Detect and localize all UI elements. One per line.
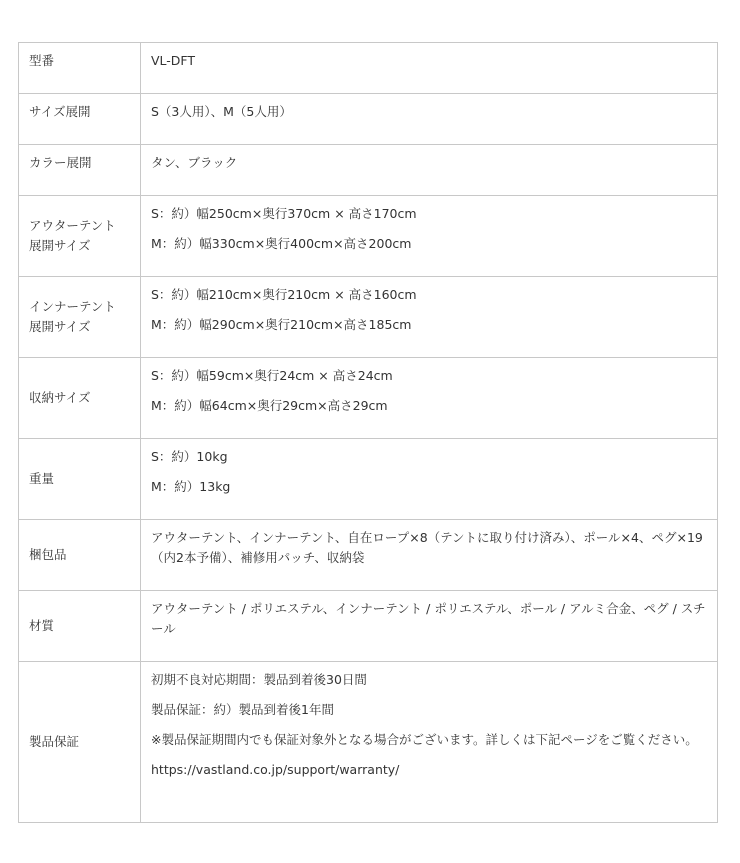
spec-value-text: S：約）10kg [151,449,228,464]
spec-value-text: 製品保証：約）製品到着後1年間 [151,702,334,717]
spec-label-text: サイズ展開 [29,104,91,119]
spec-row-model [19,43,718,94]
spec-label-text: 重量 [29,471,55,486]
spec-value-text: アウターテント、インナーテント、自在ロープ×8（テントに取り付け済み）、ポール×4、ペグ×19（内2本予備）、補修用パッチ、収納袋 [151,530,703,565]
spec-label [19,277,141,358]
spec-value [141,520,718,591]
spec-value-text: M：約）幅330cm×奥行400cm×高さ200cm [151,236,412,251]
spec-value-text: M：約）13kg [151,479,231,494]
spec-label-text: 型番 [29,53,55,68]
spec-label [19,358,141,439]
spec-label-text: インナーテント [29,299,116,314]
spec-value [141,43,718,94]
spec-value [141,591,718,662]
spec-value-text: S：約）幅250cm×奥行370cm × 高さ170cm [151,206,417,221]
spec-row-weight [19,439,718,520]
spec-row-inner-tent-size [19,277,718,358]
spec-label-text: カラー展開 [29,155,92,170]
spec-label-text: 梱包品 [29,547,67,562]
spec-label-text: アウターテント [29,218,116,233]
spec-row-outer-tent-size [19,196,718,277]
spec-label [19,439,141,520]
spec-value-text: VL-DFT [151,53,196,68]
spec-label [19,520,141,591]
spec-label [19,591,141,662]
spec-label-text: 材質 [29,618,55,633]
spec-label-text: 展開サイズ [29,319,91,334]
spec-label [19,196,141,277]
spec-label-text: 展開サイズ [29,238,91,253]
spec-value-text: S：約）幅59cm×奥行24cm × 高さ24cm [151,368,393,383]
spec-value [141,277,718,358]
spec-row-size-variants [19,94,718,145]
spec-value [141,94,718,145]
spec-value-text: アウターテント / ポリエステル、インナーテント / ポリエステル、ポール / アルミ合金、ペグ / スチール [151,601,706,636]
spec-label [19,94,141,145]
warranty-url-text: https://vastland.co.jp/support/warranty/ [151,762,400,777]
spec-value-text: 初期不良対応期間：製品到着後30日間 [151,672,367,687]
spec-value-text: M：約）幅290cm×奥行210cm×高さ185cm [151,317,412,332]
spec-table [18,42,718,823]
spec-value-text: ※製品保証期間内でも保証対象外となる場合がございます。詳しくは下記ページをご覧ください。 [151,732,698,747]
spec-row-contents [19,520,718,591]
spec-value-text: M：約）幅64cm×奥行29cm×高さ29cm [151,398,388,413]
spec-label-text: 製品保証 [29,734,80,749]
spec-value [141,439,718,520]
spec-value [141,358,718,439]
spec-value [141,145,718,196]
spec-label [19,145,141,196]
spec-value-text: S（3人用）、M（5人用） [151,104,292,119]
spec-label [19,43,141,94]
spec-value [141,662,718,823]
spec-value [141,196,718,277]
spec-row-material [19,591,718,662]
spec-label [19,662,141,823]
spec-row-storage-size [19,358,718,439]
spec-row-warranty [19,662,718,823]
spec-value-text: タン、ブラック [151,155,238,170]
spec-label-text: 収納サイズ [29,390,91,405]
spec-row-color-variants [19,145,718,196]
spec-value-text: S：約）幅210cm×奥行210cm × 高さ160cm [151,287,417,302]
